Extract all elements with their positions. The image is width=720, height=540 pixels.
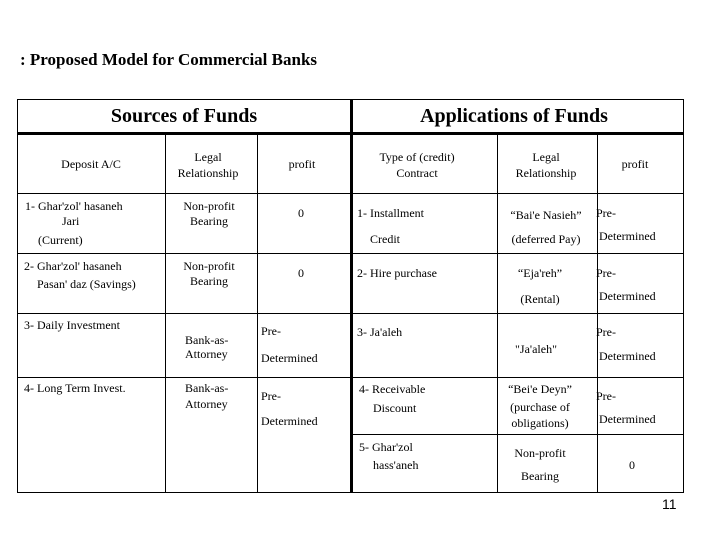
source-profit: Pre- xyxy=(261,324,281,338)
col-header-legal: Legal xyxy=(532,150,560,164)
application-profit: Determined xyxy=(599,289,656,303)
table-border-right xyxy=(683,99,684,493)
col-header-type: Contract xyxy=(396,166,438,180)
application-profit: Pre- xyxy=(596,389,616,403)
application-type: 2- Hire purchase xyxy=(357,266,437,280)
application-legal: “Bei'e Deyn” xyxy=(508,382,572,396)
application-profit: Determined xyxy=(599,349,656,363)
col-header-deposit: Deposit A/C xyxy=(61,157,121,171)
source-account: 1- Ghar'zol' hasaneh xyxy=(25,199,123,213)
table-border-left xyxy=(17,99,18,493)
source-legal: Attorney xyxy=(185,397,228,411)
application-profit: 0 xyxy=(629,458,635,472)
source-legal: Bearing xyxy=(190,274,228,288)
application-profit: Pre- xyxy=(596,266,616,280)
section-divider xyxy=(350,99,353,493)
source-legal: Bearing xyxy=(190,214,228,228)
col-header-legal: Legal xyxy=(194,150,222,164)
application-legal: (deferred Pay) xyxy=(511,232,581,246)
row-divider xyxy=(352,434,684,435)
source-legal: Attorney xyxy=(185,347,228,361)
source-account: 3- Daily Investment xyxy=(24,318,120,332)
application-legal: obligations) xyxy=(511,416,569,430)
application-legal: Non-profit xyxy=(514,446,566,460)
source-legal: Non-profit xyxy=(183,259,235,273)
col-header-profit: profit xyxy=(288,157,316,171)
source-legal: Non-profit xyxy=(183,199,235,213)
source-account: (Current) xyxy=(38,233,83,247)
source-account: Jari xyxy=(62,214,80,228)
application-type: 1- Installment xyxy=(357,206,424,220)
page-number: 11 xyxy=(662,496,677,512)
application-type: hass'aneh xyxy=(373,458,419,472)
application-profit: Determined xyxy=(599,229,656,243)
application-legal: “Eja'reh” xyxy=(517,266,563,280)
source-legal: Bank-as- xyxy=(185,333,229,347)
source-account: Pasan' daz (Savings) xyxy=(37,277,136,291)
col-header-legal: Relationship xyxy=(177,166,239,180)
col-divider xyxy=(257,133,258,493)
applications-header: Applications of Funds xyxy=(420,105,608,127)
application-type: 5- Ghar'zol xyxy=(359,440,413,454)
application-profit: Pre- xyxy=(596,206,616,220)
col-header-legal: Relationship xyxy=(515,166,577,180)
col-divider xyxy=(165,133,166,493)
application-legal: “Bai'e Nasieh” xyxy=(510,208,582,222)
source-profit: 0 xyxy=(298,266,304,280)
application-legal: Bearing xyxy=(521,469,559,483)
application-type: Credit xyxy=(370,232,400,246)
source-legal: Bank-as- xyxy=(185,381,229,395)
source-profit: 0 xyxy=(298,206,304,220)
sources-header: Sources of Funds xyxy=(110,105,258,127)
application-legal: (Rental) xyxy=(520,292,560,306)
col-divider xyxy=(597,133,598,493)
application-type: 3- Ja'aleh xyxy=(357,325,403,339)
col-divider xyxy=(497,133,498,493)
source-account: 4- Long Term Invest. xyxy=(24,381,126,395)
application-legal: "Ja'aleh" xyxy=(515,342,557,356)
application-profit: Pre- xyxy=(596,325,616,339)
col-header-type: Type of (credit) xyxy=(379,150,455,164)
source-profit: Pre- xyxy=(261,389,281,403)
application-legal: (purchase of xyxy=(510,400,570,414)
source-profit: Determined xyxy=(261,351,318,365)
slide-title: : Proposed Model for Commercial Banks xyxy=(20,50,318,69)
col-header-profit: profit xyxy=(621,157,649,171)
application-profit: Determined xyxy=(599,412,656,426)
application-type: Discount xyxy=(373,401,417,415)
application-type: 4- Receivable xyxy=(359,382,426,396)
source-profit: Determined xyxy=(261,414,318,428)
source-account: 2- Ghar'zol' hasaneh xyxy=(24,259,122,273)
